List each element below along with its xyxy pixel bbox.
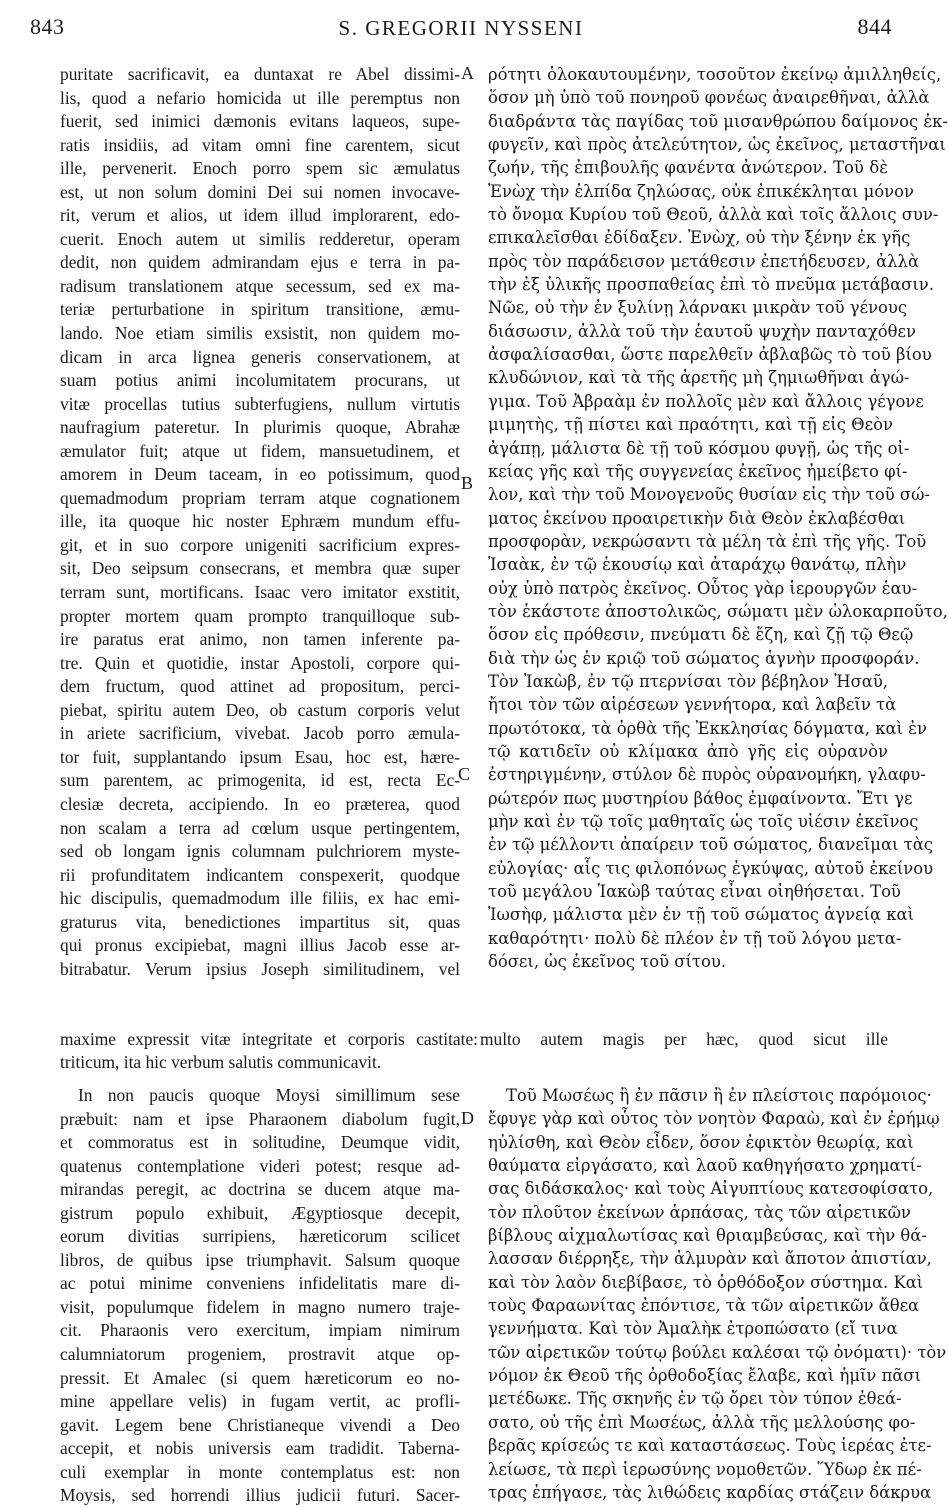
text-line: visit, populumque fidelem in magno numero traje-	[60, 1296, 460, 1317]
text-line: ηὐλίσθη, καὶ Θεὸν εἶδεν, ὅσον ἐφικτὸν θεωρίᾳ, καὶ	[488, 1132, 914, 1152]
text-line: æmulator fuit; atque ut fidem, mansuetudinem, et	[60, 440, 460, 461]
text-line: τὸ ὄνομα Κυρίου τοῦ Θεοῦ, ἀλλὰ καὶ τοῖς ἄλλοις συν-	[488, 205, 939, 225]
text-line: Τὸν Ἰακὼβ, ἐν τῷ πτερνίσαι τὸν βέβηλον Ἠσαῦ,	[488, 671, 888, 691]
text-line: τρας ἐπήγασε, τὰς λιθώδεις καρδίας στάζειν δάκρυα	[488, 1482, 932, 1502]
text-line: ac potui minime conveniens infidelitatis mare di-	[60, 1273, 460, 1294]
text-line: præbuit: nam et ipse Pharaonem diabolum fugit,	[60, 1108, 460, 1129]
right-page-number: 844	[857, 14, 892, 39]
text-line: πρωτότοκα, τὰ ὀρθὰ τῆς Ἐκκλησίας δόγματα, καὶ ἐν	[488, 718, 927, 738]
text-line: ratis insidiis, ad vitam omni fine carentem, sicut	[60, 134, 460, 155]
text-line: graturus vita, benedictiones impartitus sit, quas	[60, 911, 460, 932]
text-line: puritate sacrificavit, ea duntaxat re Abel dissimi-	[60, 64, 460, 84]
text-line: ζωήν, τῆς ἐπιβουλῆς φανέντα ἀνώτερον. Τοῦ δὲ	[488, 158, 888, 178]
text-line: rii profunditatem indicantem conspexerit, quodque	[60, 864, 460, 885]
text-line: quatenus contemplatione videri potest; resque ad-	[60, 1155, 460, 1176]
text-line: cit. Pharaonis vero exercitum, impiam nimirum	[60, 1320, 460, 1341]
text-line: επικαλεῖσθαι ἐδίδαξεν. Ἐνὼχ, οὐ τὴν ξένην ἐκ γῆς	[488, 228, 911, 248]
text-line: fuerit, sed inimici dæmonis evitans laqueos, supe-	[60, 111, 460, 132]
text-line: διὰ τὴν ὡς ἐν κριῷ τοῦ σώματος ἁγνὴν προσφοράν.	[488, 648, 920, 668]
text-line: Τοῦ Μωσέως ἢ ἐν πᾶσιν ἢ ἐν πλείστοις παρόμοιος·	[506, 1086, 932, 1105]
text-line: calumniatorum progeniem, prostravit atque op-	[60, 1344, 460, 1365]
text-line: μετέδωκε. Τῆς σκηνῆς ἐν τῷ ὄρει τὸν τύπον ἐθεά-	[488, 1389, 902, 1409]
text-line: καθαρότητι· πολὺ δὲ πλέον ἐν τῇ τοῦ λόγου μετα-	[488, 928, 902, 948]
text-line: ille, ita quoque hic noster Ephræm mundum effu-	[60, 511, 460, 532]
text-line: mirandas peregit, ac doctrina se ducem atque ma-	[60, 1179, 460, 1200]
text-line: λείωσε, τὰ περὶ ἱερωσύνης νομοθετῶν. Ὕδωρ ἐκ πέ-	[488, 1459, 922, 1479]
text-line: pressit. Et Amalec (si quem hæreticorum eo no-	[60, 1367, 460, 1388]
text-line: Νῶε, οὐ τὴν ἐν ξυλίνῃ λάρνακι μικρὰν τοῦ γένους	[488, 298, 908, 318]
text-line: πρὸς τὸν παράδεισον μετάθεσιν ἐπετήδευσεν, ἀλλὰ	[488, 251, 920, 271]
text-line: εὐλογίας· αἷς τις φιλοπόνως ἐγκύψας, αὐτοῦ ἐκείνου	[488, 858, 934, 878]
page-header	[30, 14, 892, 44]
text-line: τοὺς Φαραωνίτας ἐπόντισε, τὰ τῶν αἱρετικῶν ἄθεα	[488, 1296, 920, 1316]
margin-marker-b: B	[461, 473, 474, 493]
text-line: vitæ procellas tutius subterfugiens, nullum virtutis	[60, 393, 460, 414]
text-line: quemadmodum propriam terram atque cognationem	[60, 487, 460, 508]
text-line: Ἰσαὰκ, ἐν τῷ ἑκουσίῳ καὶ ἀταράχῳ θανάτῳ, πλὴν	[488, 555, 907, 575]
text-line: naufragium pateretur. In plurimis quoque, Abrahæ	[60, 417, 460, 438]
text-line: suam potius animi incolumitatem procurans, ut	[60, 370, 460, 391]
text-line: λον, καὶ τὴν τοῦ Μονογενοῦς θυσίαν εἰς τὴν τοῦ σώ-	[488, 485, 930, 505]
text-line: μὴν καὶ ἐν τῷ τοῖς μαθηταῖς ὡς τοῖς υἱέσιν ἐκεῖνος	[488, 812, 919, 831]
text-line: teriæ perturbatione in spiritum transitione, æmu-	[60, 299, 460, 320]
text-line: in ariete sacrificium, vivebat. Jacob porro æmula-	[60, 723, 460, 744]
text-line: accepit, et nobis universis eam tradidit. Taberna-	[60, 1438, 460, 1459]
text-line: ire paratus erat animo, non tamen inferente pa-	[60, 629, 460, 650]
text-line: In non paucis quoque Moysi simillimum sese	[78, 1085, 460, 1105]
text-line: γιμα. Τοῦ Ἀβραὰμ ἐν πολλοῖς μὲν καὶ ἄλλοις γέγονε	[488, 391, 924, 411]
text-line: lis, quod a nefario homicida ut ille peremptus non	[60, 87, 460, 108]
text-line: τῶν αἱρετικῶν τούτῳ βούλει καλέσαι τῷ ὀνόματι)· τὸν	[488, 1342, 947, 1362]
text-line: κλυδώνιον, καὶ τὰ τῆς ἀρετῆς μὴ ζημιωθῆναι ἀγώ-	[488, 368, 910, 388]
text-line: ἔφυγε γὰρ καὶ οὗτος τὸν νοητὸν Φαραὼ, καὶ ἐν ἐρήμῳ	[488, 1109, 940, 1129]
text-line: μιμητὴς, τῇ πίστει καὶ πραότητι, καὶ τῇ εἰς Θεὸν	[488, 415, 893, 435]
text-line: terram sunt, mortificans. Isaac vero imitator exstitit,	[60, 582, 460, 603]
text-line: ἀσφαλίσασθαι, ὥστε παρελθεῖν ἀβλαβῶς τὸ τοῦ βίου	[488, 345, 932, 365]
text-line: τὸν ἑκάστοτε ἀποστολικῶς, σώματι μὲν ὡλοκαρποῦτο,	[488, 601, 948, 621]
text-line: hic discipulis, quemadmodum ille filiis, ex hac emi-	[60, 888, 460, 909]
text-line: γεννήματα. Καὶ τὸν Ἀμαλὴκ ἐτροπώσατο (εἴ τινα	[488, 1319, 898, 1339]
bridge-line-right: multo autem magis per hæc, quod sicut ille	[480, 1029, 888, 1049]
text-line: καὶ τὸν λαὸν διεβίβασε, τὸ ὀρθόδοξον σύστημα. Καὶ	[488, 1272, 924, 1292]
text-line: ἐν τῷ μέλλοντι ἀπαίρειν τοῦ σώματος, διανεῖμαι τὰς	[488, 835, 933, 855]
text-line: est, ut non solum domini Dei sui nomen invocave-	[60, 181, 460, 202]
text-line: mine appellare velis) in fugam vertit, ac profli-	[60, 1391, 460, 1412]
text-line: bitrabatur. Verum ipsius Joseph similitudinem, vel	[60, 958, 460, 979]
text-line: ρότητι ὁλοκαυτουμένην, τοσοῦτον ἐκείνῳ ἀμιλληθείς,	[488, 65, 942, 84]
text-line: tre. Quin et quotidie, instar Apostoli, corpore qui-	[60, 652, 460, 673]
latin-closing	[60, 1051, 460, 1075]
left-page-number: 843	[30, 14, 65, 39]
text-line: qui pronus excipiebat, magni illius Jacob esse ar-	[60, 935, 460, 956]
text-line: dicam in arca lignea generis conservationem, at	[60, 346, 460, 367]
text-line: radisum translationem atque secessum, sed ex ma-	[60, 275, 460, 296]
latin-column-lower	[60, 1084, 460, 1508]
text-line: rit, verum et alios, ut idem illud implorarent, edo-	[60, 205, 460, 226]
margin-marker-c: C	[458, 764, 471, 784]
greek-column-lower	[488, 1084, 947, 1504]
text-line: culi exemplar in monte contemplatus est: non	[60, 1461, 460, 1482]
latin-closing-line: triticum, ita hic verbum salutis communicavit.	[60, 1052, 382, 1072]
text-line: libros, de quibus ipse triumphavit. Salsum quoque	[60, 1249, 460, 1270]
text-line: eorum divitias surripiens, hæreticorum scilicet	[60, 1226, 460, 1247]
text-line: dem fructum, quod attinet ad propositum, perci-	[60, 676, 460, 697]
text-line: non scalam a terra ad cœlum usque pertingentem,	[60, 817, 460, 838]
text-line: κείας γῆς καὶ τῆς συγγενείας ἐκεῖνος ἠμείβετο φί-	[488, 461, 908, 481]
text-line: βερᾶς κρίσεώς τε καὶ καταστάσεως. Τοὺς ἱερέας ἐτε-	[488, 1436, 932, 1456]
text-line: ὅσον μὴ ὑπὸ τοῦ πονηροῦ φονέως ἀναιρεθῆναι, ἀλλὰ	[488, 88, 930, 108]
text-line: τὴν ἐξ ὑλικῆς προσπαθείας ἐπὶ τὸ πνεῦμα μετάβασιν.	[488, 275, 934, 295]
latin-column-upper	[60, 63, 460, 981]
text-line: sed ob longam ignis columnam pulchriorem myste-	[60, 841, 460, 862]
text-line: νόμον ἐκ Θεοῦ τῆς ὀρθοδοξίας ἔλαβε, καὶ ἡμῖν πᾶσι	[488, 1366, 922, 1386]
text-line: θαύματα εἰργάσατο, καὶ λαοῦ καθηγήσατο χρηματί-	[488, 1156, 922, 1176]
text-line: δόσει, ὡς ἐκεῖνος τοῦ σίτου.	[488, 952, 727, 972]
text-line: τοῦ μεγάλου Ἰακὼβ ταύτας εἶναι οἰηθήσεται. Τοῦ	[488, 882, 901, 902]
text-line: amorem in Deum taceam, in eo potissimum, quod	[60, 464, 460, 485]
text-line: gavit. Legem bene Christianeque vivendi a Deo	[60, 1414, 460, 1435]
text-line: διάσωσιν, ἀλλὰ τοῦ τὴν ἑαυτοῦ ψυχὴν πανταχόθεν	[488, 321, 916, 341]
bridge-line-left: maxime expressit vitæ integritate et corporis castitate:	[60, 1029, 478, 1049]
text-line: cuerit. Enoch autem ut similis redderetur, operam	[60, 228, 460, 249]
greek-column-upper	[488, 63, 948, 973]
text-line: piebat, spiritu autem Deo, ob castum corporis velut	[60, 699, 460, 720]
text-line: Ἐνὼχ τὴν ἐλπίδα ζηλώσας, οὐκ ἐπικέκληται μόνον	[488, 181, 914, 201]
text-line: clesiæ decreta, accipiendo. In eo præterea, quod	[60, 793, 460, 814]
margin-marker-d: D	[461, 1108, 474, 1128]
text-line: Moysis, sed horrendi illius judicii futuri. Sacer-	[60, 1485, 460, 1506]
text-line: βίβλους αἰχμαλωτίσας καὶ θριαμβεύσας, καὶ τὴν θά-	[488, 1226, 927, 1246]
text-line: σας διδάσκαλος· καὶ τοὺς Αἰγυπτίους κατεσοφίσατο,	[488, 1179, 934, 1199]
text-line: lando. Noe etiam similis exsistit, non quidem mo-	[60, 323, 460, 344]
text-line: τὸν πλοῦτον ἐκείνων ἁρπάσας, τὰς τῶν αἱρετικῶν	[488, 1202, 911, 1222]
text-line: τῷ κατιδεῖν οὐ κλίμακα ἀπὸ γῆς εἰς οὐρανὸν	[488, 741, 888, 761]
text-line: λασσαν διέρρηξε, τὴν ἁλμυρὰν καὶ ἄποτον ἀπιστίαν,	[488, 1249, 932, 1269]
margin-marker-a: A	[461, 63, 474, 83]
running-title: S. GREGORII NYSSENI	[338, 16, 584, 40]
text-line: ρώτερόν πως μυστηρίου βάθος ἐμφαίνοντα. Ἔτι γε	[488, 788, 913, 808]
text-line: σατο, οὐ τῆς ἐπὶ Μωσέως, ἀλλὰ τῆς μελλούσης φο-	[488, 1412, 916, 1432]
text-line: ille, pervenerit. Enoch porro spem sic æmulatus	[60, 158, 460, 179]
text-line: git, et in suo corpore unigeniti sacrificium expres-	[60, 534, 460, 555]
text-line: sit, Deo seipsum consecrans, et membra quæ super	[60, 558, 460, 579]
text-line: ματος ἐκείνου προαιρετικὴν διὰ Θεὸν ἐκλαβέσθαι	[488, 508, 906, 528]
text-line: propter mortem quam prompto tranquilloque sub-	[60, 605, 460, 626]
text-line: ὅσον εἰς πρόθεσιν, πνεύματι δὲ ἔζη, καὶ ζῇ τῷ Θεῷ	[488, 625, 914, 645]
text-line: διαδράντα τὰς παγίδας τοῦ μισανθρώπου δαίμονος ἐκ-	[488, 111, 948, 131]
text-line: dedit, non quidem admirandam ejus e terra in pa-	[60, 252, 460, 273]
text-line: ἤτοι τὸν τῶν αἱρέσεων γεννήτορα, καὶ λαβεῖν τὰ	[488, 695, 897, 715]
text-line: προσφορὰν, νεκρώσαντι τὰ μέλη τὰ ἐπὶ τῆς γῆς. Τοῦ	[488, 531, 927, 551]
text-line: οὐχ ὑπὸ πατρὸς ἐκεῖνος. Οὗτος γὰρ ἱερουργῶν ἑαυ-	[488, 578, 918, 598]
text-line: ἀγάπῃ, μάλιστα δὲ τῇ τοῦ κόσμου φυγῇ, ὡς τῆς οἰ-	[488, 438, 910, 458]
text-line: Ἰωσὴφ, μάλιστα μὲν ἐν τῇ τοῦ σώματος ἁγνείᾳ καὶ	[488, 905, 915, 925]
text-line: tor fuit, supplantando ipsum Esau, hoc est, hære-	[60, 746, 460, 767]
text-line: et commoratus est in solitudine, Deumque vidit,	[60, 1132, 460, 1153]
text-line: ἐστηριγμένην, στύλον δὲ πυρὸς οὐρανομήκη, γλαφυ-	[488, 765, 926, 785]
text-line: gistrum populo exhibuit, Ægyptiosque decepit,	[60, 1202, 460, 1223]
text-line: φυγεῖν, καὶ πρὸς ἀτελεύτητον, ὡς ἐκεῖνος, μεταστῆναι	[488, 135, 946, 155]
text-line: sum parentem, ac primogenita, id est, recta Ec-	[60, 770, 460, 791]
